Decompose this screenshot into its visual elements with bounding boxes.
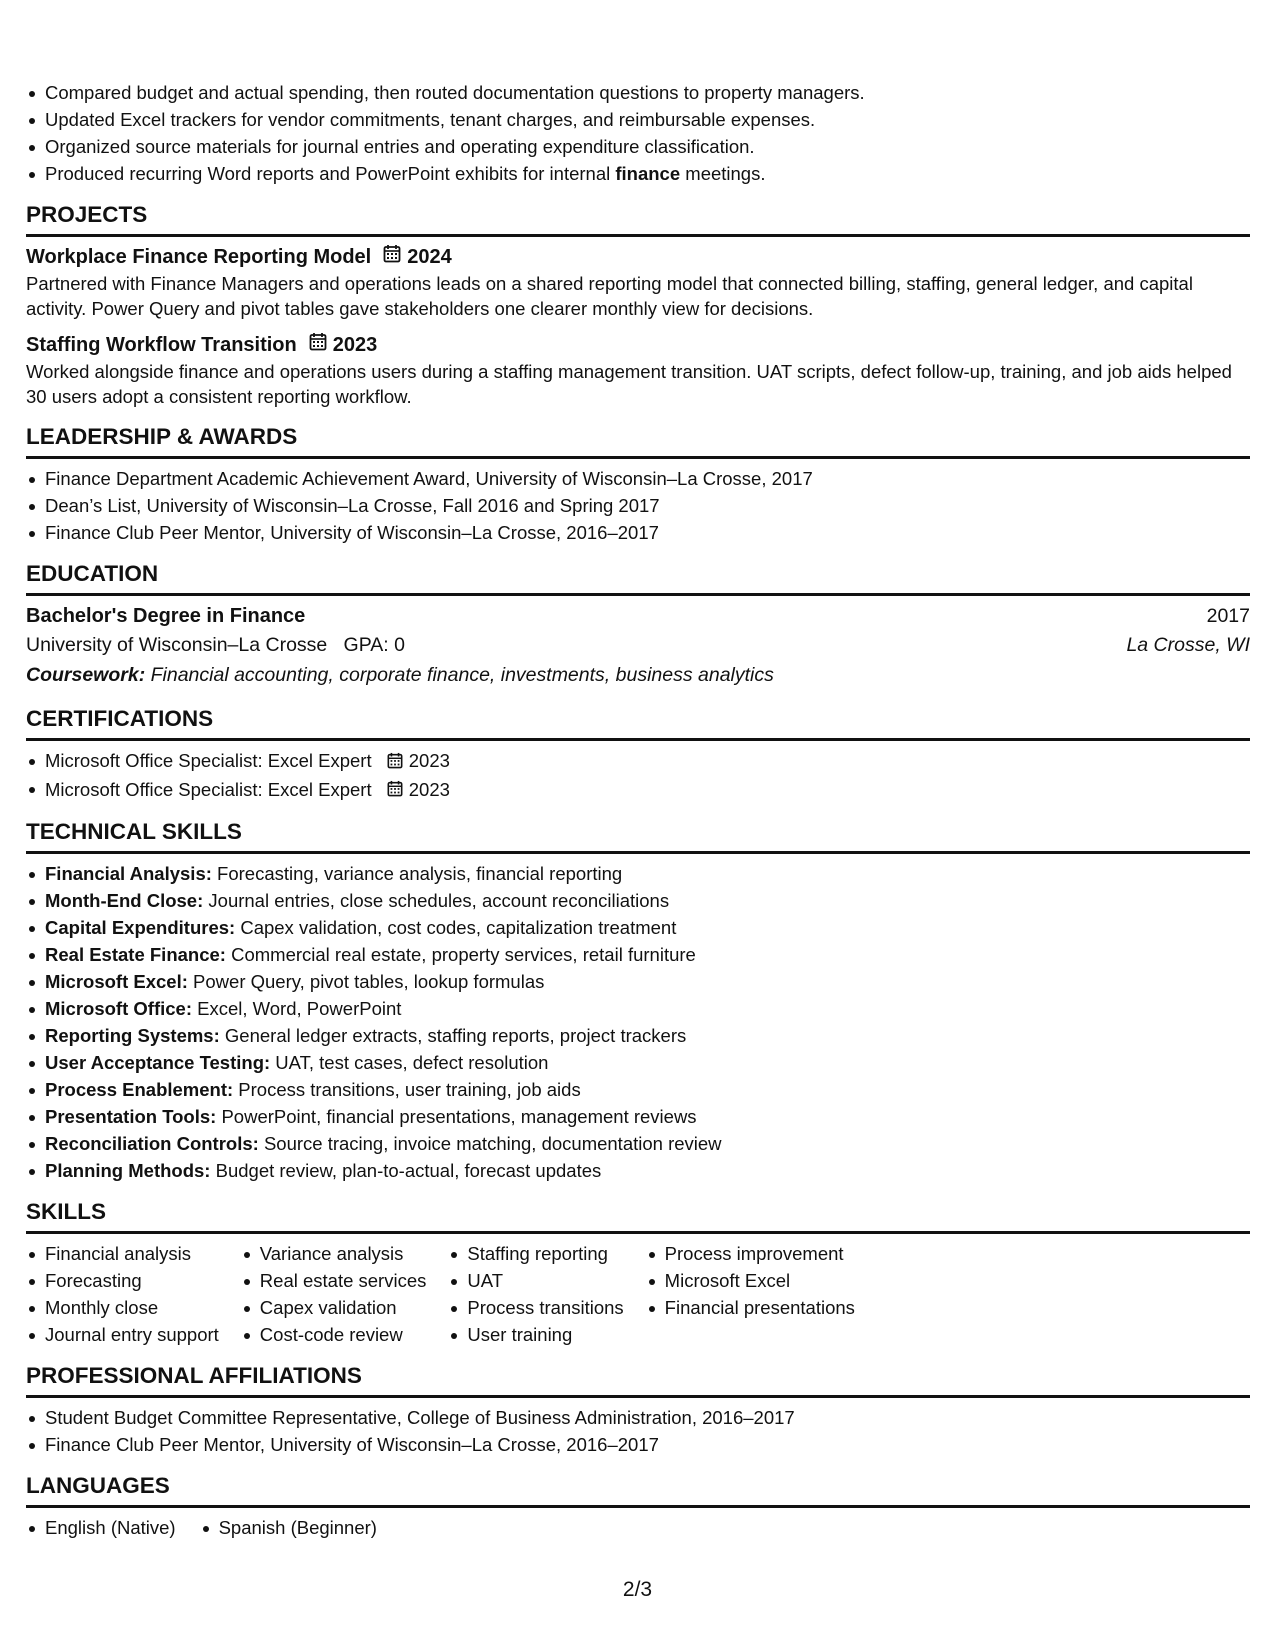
education-degree-row xyxy=(26,602,1250,631)
school: University of Wisconsin–La Crosse xyxy=(26,634,328,656)
project-year: 2024 xyxy=(407,246,452,268)
education-school-row xyxy=(26,631,1250,660)
skill-item: User training xyxy=(448,1321,623,1348)
calendar-icon xyxy=(387,777,403,804)
skill-item: Financial analysis xyxy=(26,1240,219,1267)
skill-value: UAT, test cases, defect resolution xyxy=(275,1052,549,1074)
certification-item xyxy=(26,776,1250,805)
skill-label: Process Enablement: xyxy=(45,1079,234,1101)
certification-year: 2023 xyxy=(408,750,450,771)
list-item: Student Budget Committee Representative, College of Business Administration, 2016–2017 xyxy=(26,1404,1250,1431)
skill-value: Source tracing, invoice matching, documentation review xyxy=(263,1133,722,1155)
skill-item: Microsoft Excel xyxy=(646,1267,855,1294)
bullet-text: meetings. xyxy=(680,163,766,184)
skill-item: Financial presentations xyxy=(646,1294,855,1321)
technical-skill-item xyxy=(26,1130,1250,1157)
list-item: Dean’s List, University of Wisconsin–La Crosse, Fall 2016 and Spring 2017 xyxy=(26,492,1250,519)
gpa: GPA: 0 xyxy=(343,634,405,656)
project-name: Workplace Finance Reporting Model xyxy=(26,246,372,268)
certification-name: Microsoft Office Specialist: Excel Expert xyxy=(45,750,372,771)
leadership-section xyxy=(26,422,1250,546)
list-item: Finance Club Peer Mentor, University of Wisconsin–La Crosse, 2016–2017 xyxy=(26,1431,1250,1458)
section-title: TECHNICAL SKILLS xyxy=(26,817,1250,854)
certification-item xyxy=(26,747,1250,776)
skills-section xyxy=(26,1197,1250,1348)
degree: Bachelor's Degree in Finance xyxy=(26,605,306,627)
skills-column xyxy=(448,1240,623,1348)
technical-skill-item xyxy=(26,1049,1250,1076)
skill-label: Reconciliation Controls: xyxy=(45,1133,259,1155)
languages-section xyxy=(26,1471,1250,1541)
bullet-text: Produced recurring Word reports and PowerPoint exhibits for internal xyxy=(45,163,616,184)
skill-label: Month-End Close: xyxy=(45,890,204,912)
skill-label: User Acceptance Testing: xyxy=(45,1052,271,1074)
technical-skill-item xyxy=(26,860,1250,887)
technical-skill-item xyxy=(26,1076,1250,1103)
experience-bullets xyxy=(26,79,1250,187)
section-title: SKILLS xyxy=(26,1197,1250,1234)
skill-item: Journal entry support xyxy=(26,1321,219,1348)
experience-bullet: Updated Excel trackers for vendor commitments, tenant charges, and reimbursable expenses. xyxy=(26,106,1250,133)
skill-value: Budget review, plan-to-actual, forecast updates xyxy=(215,1160,602,1182)
page-number: 2/3 xyxy=(622,1578,653,1601)
skill-item: Capex validation xyxy=(241,1294,427,1321)
section-title: LEADERSHIP & AWARDS xyxy=(26,422,1250,459)
project-name: Staffing Workflow Transition xyxy=(26,334,297,356)
language-item: English (Native) xyxy=(26,1514,176,1541)
technical-skill-item xyxy=(26,968,1250,995)
certification-name: Microsoft Office Specialist: Excel Expert xyxy=(45,778,372,800)
skill-item: Real estate services xyxy=(241,1267,427,1294)
language-item: Spanish (Beginner) xyxy=(200,1514,377,1541)
list-item: Finance Department Academic Achievement Award, University of Wisconsin–La Crosse, 2017 xyxy=(26,465,1250,492)
coursework-text: Financial accounting, corporate finance, investments, business analytics xyxy=(150,664,774,686)
graduation-year: 2017 xyxy=(1206,605,1250,627)
project-year: 2023 xyxy=(332,334,378,356)
coursework xyxy=(26,660,1250,691)
list-item: Finance Club Peer Mentor, University of Wisconsin–La Crosse, 2016–2017 xyxy=(26,519,1250,546)
experience-bullet: Organized source materials for journal entries and operating expenditure classification. xyxy=(26,133,1250,160)
skill-value: Excel, Word, PowerPoint xyxy=(197,998,402,1020)
education-section xyxy=(26,559,1250,691)
calendar-icon xyxy=(383,243,401,271)
skill-value: PowerPoint, financial presentations, management reviews xyxy=(221,1106,697,1128)
technical-skill-item xyxy=(26,941,1250,968)
calendar-icon xyxy=(309,331,327,359)
calendar-icon xyxy=(387,749,403,776)
affiliations-section xyxy=(26,1361,1250,1458)
skill-label: Reporting Systems: xyxy=(45,1025,220,1047)
skill-item: Process improvement xyxy=(646,1240,855,1267)
skill-label: Microsoft Office: xyxy=(45,998,192,1020)
skill-label: Presentation Tools: xyxy=(45,1106,217,1128)
skill-value: Capex validation, cost codes, capitalization treatment xyxy=(240,917,677,939)
skills-column xyxy=(646,1240,855,1348)
technical-skill-item xyxy=(26,1157,1250,1184)
skill-value: Forecasting, variance analysis, financial reporting xyxy=(217,863,623,885)
section-title: CERTIFICATIONS xyxy=(26,704,1250,741)
skill-item: Cost-code review xyxy=(241,1321,427,1348)
technical-skill-item xyxy=(26,914,1250,941)
project-description: Worked alongside finance and operations users during a staffing management transition. UAT scripts, defect follow-up, training, and job aids helped 30 users adopt a consistent reporting workflow. xyxy=(26,361,1232,407)
skill-item: Monthly close xyxy=(26,1294,219,1321)
section-title: EDUCATION xyxy=(26,559,1250,596)
section-title: PROJECTS xyxy=(26,200,1250,237)
location: La Crosse, WI xyxy=(1126,634,1250,656)
skill-value: Process transitions, user training, job aids xyxy=(238,1079,581,1101)
section-title: LANGUAGES xyxy=(26,1471,1250,1508)
technical-skill-item xyxy=(26,1022,1250,1049)
certifications-section xyxy=(26,704,1250,804)
technical-skill-item xyxy=(26,995,1250,1022)
skill-label: Planning Methods: xyxy=(45,1160,211,1182)
skill-value: General ledger extracts, staffing reports, project trackers xyxy=(224,1025,687,1047)
skill-value: Journal entries, close schedules, account reconciliations xyxy=(208,890,670,912)
skill-item: Process transitions xyxy=(448,1294,623,1321)
skill-item: Variance analysis xyxy=(241,1240,427,1267)
experience-bullet xyxy=(26,160,1250,187)
experience-bullet: Compared budget and actual spending, then routed documentation questions to property managers. xyxy=(26,79,1250,106)
technical-skill-item xyxy=(26,1103,1250,1130)
technical-skill-item xyxy=(26,887,1250,914)
skill-item: Forecasting xyxy=(26,1267,219,1294)
project-heading xyxy=(26,243,1250,271)
skill-label: Capital Expenditures: xyxy=(45,917,236,939)
project-description: Partnered with Finance Managers and operations leads on a shared reporting model that connected billing, staffing, general ledger, and capital activity. Power Query and pivot tables gave stakeholders one clearer monthly view for decisions. xyxy=(26,273,1193,319)
skill-label: Financial Analysis: xyxy=(45,863,212,885)
certification-year: 2023 xyxy=(408,778,450,800)
skill-label: Microsoft Excel: xyxy=(45,971,188,993)
section-title: PROFESSIONAL AFFILIATIONS xyxy=(26,1361,1250,1398)
coursework-label: Coursework: xyxy=(26,664,146,686)
projects-section xyxy=(26,200,1250,409)
resume-page xyxy=(26,79,1250,1541)
skills-columns xyxy=(26,1240,1250,1348)
technical-skills-section xyxy=(26,817,1250,1184)
skill-label: Real Estate Finance: xyxy=(45,944,226,966)
skill-value: Power Query, pivot tables, lookup formulas xyxy=(193,971,545,993)
skills-column xyxy=(26,1240,219,1348)
skill-item: Staffing reporting xyxy=(448,1240,623,1267)
project-heading xyxy=(26,331,1250,359)
bullet-bold-text: finance xyxy=(615,163,681,184)
skill-item: UAT xyxy=(448,1267,623,1294)
skill-value: Commercial real estate, property services, retail furniture xyxy=(231,944,696,966)
skills-column xyxy=(241,1240,427,1348)
